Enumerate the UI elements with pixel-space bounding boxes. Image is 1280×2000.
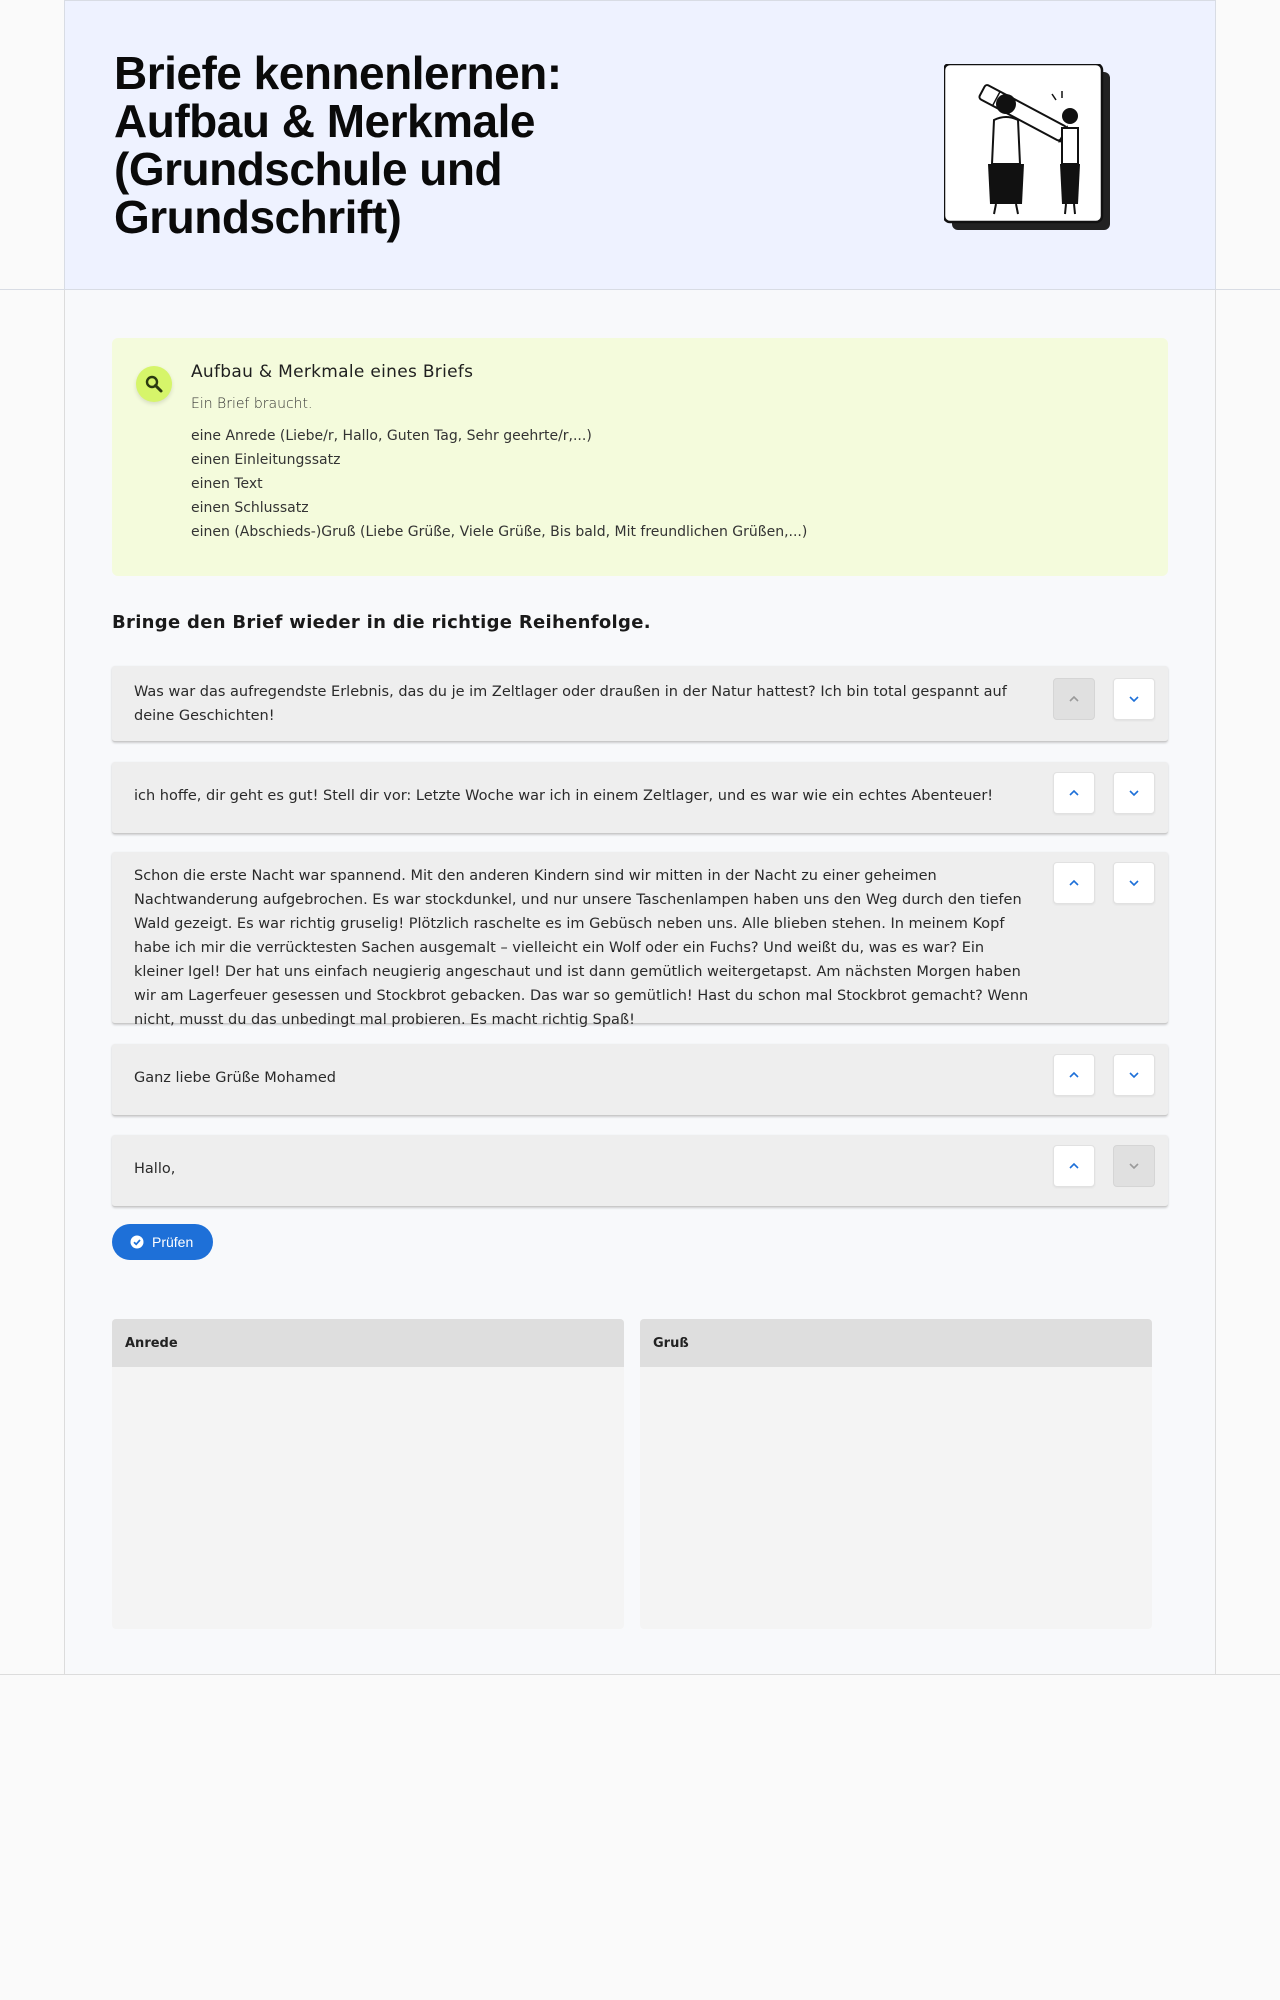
task-heading: Bringe den Brief wieder in die richtige Reihenfolge.	[112, 612, 651, 633]
drop-zone-title: Gruß	[640, 1319, 1152, 1367]
footer-divider	[0, 1674, 1280, 1675]
move-up-button[interactable]	[1053, 1145, 1095, 1187]
chevron-up-icon	[1067, 1068, 1081, 1082]
info-intro: Ein Brief braucht.	[191, 396, 313, 412]
sortable-card[interactable]	[112, 666, 1168, 742]
chevron-up-icon	[1067, 692, 1081, 706]
move-down-button[interactable]	[1113, 772, 1155, 814]
chevron-down-icon	[1127, 1159, 1141, 1173]
info-box	[112, 338, 1168, 576]
card-text: Ganz liebe Grüße Mohamed	[134, 1070, 337, 1086]
check-circle-icon	[130, 1235, 144, 1249]
card-text: Was war das aufregendste Erlebnis, das du je im Zeltlager oder draußen in der Natur hattest? Ich bin total gespannt auf deine Geschichten!	[134, 684, 1007, 724]
list-item: einen Schlussatz	[191, 500, 309, 516]
sortable-card[interactable]	[112, 1044, 1168, 1116]
info-list	[191, 424, 807, 544]
hero-header	[0, 0, 1280, 290]
move-down-button[interactable]	[1113, 678, 1155, 720]
chevron-down-icon	[1127, 786, 1141, 800]
chevron-up-icon	[1067, 876, 1081, 890]
move-up-button[interactable]	[1053, 1054, 1095, 1096]
page-title-line: (Grundschule und	[114, 143, 503, 195]
move-up-button[interactable]	[1053, 772, 1095, 814]
illustration-people-pencil	[944, 64, 1112, 234]
check-button-label: Prüfen	[152, 1234, 194, 1250]
chevron-up-icon	[1067, 786, 1081, 800]
card-text: Hallo,	[134, 1161, 176, 1177]
list-item: einen Text	[191, 476, 263, 492]
list-item: einen Einleitungssatz	[191, 452, 341, 468]
list-item: eine Anrede (Liebe/r, Hallo, Guten Tag, Sehr geehrte/r,...)	[191, 428, 592, 444]
move-up-button[interactable]	[1053, 678, 1095, 720]
move-down-button[interactable]	[1113, 1145, 1155, 1187]
page-title-line: Aufbau & Merkmale	[114, 95, 535, 147]
chevron-down-icon	[1127, 876, 1141, 890]
page-title-line: Grundschrift)	[114, 191, 402, 243]
move-down-button[interactable]	[1113, 862, 1155, 904]
card-text: Schon die erste Nacht war spannend. Mit den anderen Kindern sind wir mitten in der Nacht zu einer geheimen Nachtwanderung aufgebrochen. Es war stockdunkel, und nur unsere Taschenlampen haben uns den Weg durch den tiefen Wald gezeigt. Es war richtig gruselig! Plötzlich raschelte es im Gebüsch neben uns. Alle blieben stehen. In meinem Kopf habe ich mir die verrücktesten Sachen ausgemalt – vielleicht ein Wolf oder ein Fuchs? Und weißt du, was es war? Ein kleiner Igel! Der hat uns einfach neugierig angeschaut und ist dann gemütlich weitergetapst. Am nächsten Morgen haben wir am Lagerfeuer gesessen und Stockbrot gebacken. Das war so gemütlich! Hast du schon mal Stockbrot gemacht? Wenn nicht, musst du das unbedingt mal probieren. Es macht richtig Spaß!	[134, 868, 1029, 1028]
drop-zone-title: Anrede	[112, 1319, 624, 1367]
drop-zone-anrede[interactable]	[112, 1319, 624, 1629]
chevron-down-icon	[1127, 692, 1141, 706]
sortable-card[interactable]	[112, 852, 1168, 1028]
info-title: Aufbau & Merkmale eines Briefs	[191, 362, 474, 382]
sortable-card[interactable]	[112, 1135, 1168, 1207]
chevron-up-icon	[1067, 1159, 1081, 1173]
chevron-down-icon	[1127, 1068, 1141, 1082]
card-text: ich hoffe, dir geht es gut! Stell dir vor: Letzte Woche war ich in einem Zeltlager, und es war wie ein echtes Abenteuer!	[134, 788, 994, 804]
move-up-button[interactable]	[1053, 862, 1095, 904]
check-button[interactable]	[112, 1224, 213, 1260]
move-down-button[interactable]	[1113, 1054, 1155, 1096]
page-title	[114, 49, 634, 241]
drop-zone-gruss[interactable]	[640, 1319, 1152, 1629]
magnifier-icon	[136, 366, 172, 402]
page-title-line: Briefe kennenlernen:	[114, 47, 562, 99]
list-item: einen (Abschieds-)Gruß (Liebe Grüße, Viele Grüße, Bis bald, Mit freundlichen Grüßen,...)	[191, 524, 808, 540]
sortable-card[interactable]	[112, 762, 1168, 834]
